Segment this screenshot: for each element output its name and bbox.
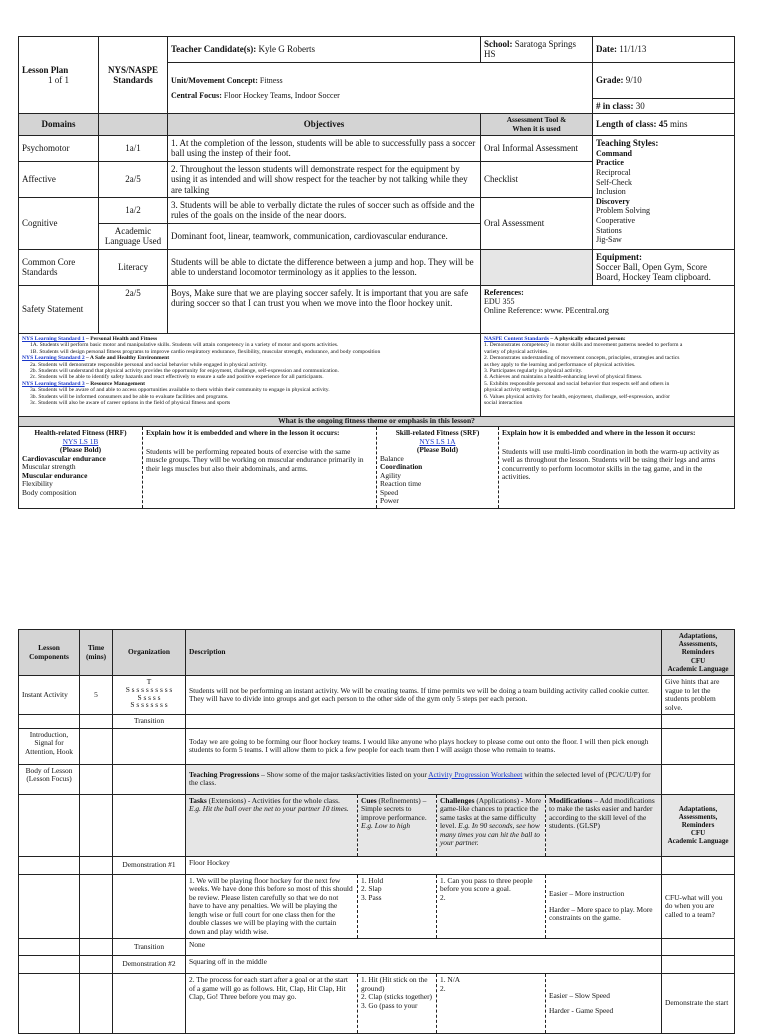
task-2-cues: 1. Hit (Hit stick on the ground) 2. Clap (sticks together) 3. Go (pass to your bbox=[358, 974, 437, 1034]
standard-affective: 2a/5 bbox=[99, 162, 168, 198]
standards-header: NYS/NASPE Standards bbox=[99, 37, 168, 114]
demo-1-title: Floor Hockey bbox=[186, 856, 662, 874]
equipment-cell: Equipment: Soccer Ball, Open Gym, Score Board, Hockey Team clipboard. bbox=[593, 249, 735, 285]
adaptations-subheader: Adaptations, Assessments, Reminders CFU Academic Language bbox=[662, 794, 735, 856]
focus-label: Central Focus bbox=[171, 90, 220, 100]
naspe-standards-link[interactable]: NASPE Content Standards bbox=[484, 335, 549, 342]
task-1-adapt: CFU-what will you do when you are called to a team? bbox=[662, 874, 735, 939]
hrf-muscular-endurance: Muscular endurance bbox=[22, 470, 88, 480]
domain-safety: Safety Statement bbox=[19, 285, 99, 333]
teacher-value: Kyle G Roberts bbox=[258, 44, 316, 55]
school-cell: School: Saratoga Springs HS bbox=[481, 37, 593, 63]
assessment-affective: Checklist bbox=[481, 162, 593, 198]
style-self-check: Self-Check bbox=[596, 177, 632, 187]
demonstration-2: Demonstration #2 bbox=[113, 956, 186, 974]
school-value: Saratoga Springs HS bbox=[484, 39, 577, 60]
col-components: Lesson Components bbox=[19, 630, 80, 676]
nys-standard-3-link[interactable]: NYS Learning Standard 3 bbox=[22, 380, 85, 387]
srf-explain-label: Explain how it is embedded and where in the lesson it occurs: bbox=[502, 428, 696, 437]
school-label: School bbox=[484, 39, 510, 49]
teaching-styles-cell bbox=[593, 136, 735, 250]
nys-2b: 2b. Students will understand that physical activity provides the opportunity for enjoyment, challenge, self-expression and communication. bbox=[30, 367, 339, 374]
nys-standard-1-link[interactable]: NYS Learning Standard 1 bbox=[22, 335, 85, 342]
style-reciprocal: Reciprocal bbox=[596, 168, 631, 178]
lesson-components-table bbox=[18, 629, 734, 1034]
teaching-styles-title: Teaching Styles: bbox=[596, 138, 659, 149]
references-label: References bbox=[484, 287, 522, 297]
task-2-desc: 2. The process for each start after a goal or at the start of a game will go as follows. Hit, Clap, Hit Clap, Hit Clap, Go! Three before you may go. bbox=[186, 974, 358, 1034]
srf-link[interactable]: NYS LS 1A bbox=[419, 436, 456, 446]
demonstration-1: Demonstration #1 bbox=[113, 856, 186, 874]
srf-agility: Agility bbox=[380, 470, 401, 480]
teacher-cell: Teacher Candidate(s): Kyle G Roberts bbox=[168, 37, 481, 63]
srf-power: Power bbox=[380, 496, 399, 506]
col-organization: Organization bbox=[113, 630, 186, 676]
instant-activity-adapt: Give hints that are vague to let the students problem solve. bbox=[662, 676, 735, 715]
srf-reaction-time: Reaction time bbox=[380, 479, 422, 489]
style-cooperative: Cooperative bbox=[596, 216, 636, 226]
modifications-header: Modifications – Add modifications to make the tasks easier and harder according to the skill level of the students. (GLSP) bbox=[546, 794, 662, 856]
task-1-challenges: 1. Can you pass to three people before you score a goal. 2. bbox=[437, 874, 546, 939]
equipment-label: Equipment bbox=[596, 251, 640, 262]
srf-explain-text: Students will use multi-limb coordination in both the warm-up activity as well as throughout the lesson. Students will be using their legs and arms concurrently to perform locomotor skills in the tag game, and in the activities. bbox=[502, 446, 720, 482]
hrf-title: Health-related Fitness (HRF) bbox=[34, 428, 127, 437]
lesson-plan-header bbox=[18, 36, 734, 424]
nys-2a: 2a. Students will demonstrate responsible personal and social behavior while engaged in physical activity. bbox=[30, 361, 268, 368]
grade-cell: Grade: 9/10 bbox=[593, 62, 735, 98]
nys-1a: 1A. Students will perform basic motor and manipulative skills. Students will attain competency in a variety of motor and sports activities. bbox=[30, 342, 339, 349]
date-label: Date: bbox=[596, 44, 617, 55]
fitness-theme-question: What is the ongoing fitness theme or emphasis in this lesson? bbox=[19, 417, 735, 427]
activity-progression-link[interactable]: Activity Progression Worksheet bbox=[428, 769, 523, 779]
srf-balance: Balance bbox=[380, 453, 404, 463]
hrf-explain-text: Students will be performing repeated bouts of exercise with the same muscle groups. They will be working on muscular endurance primarily in their legs muscles but also their abdominals, and arms. bbox=[146, 446, 364, 473]
style-stations: Stations bbox=[596, 225, 622, 235]
instant-activity-org: T S s s s s s s s s s S s s s s S s s s s s s s bbox=[113, 676, 186, 715]
objective-psychomotor: 1. At the completion of the lesson, students will be able to successfully pass a soccer ball using the instep of their foot. bbox=[168, 136, 481, 162]
unit-value: Fitness bbox=[259, 75, 283, 85]
style-problem-solving: Problem Solving bbox=[596, 206, 651, 216]
lesson-plan-title-cell bbox=[19, 37, 99, 114]
domain-cognitive: Cognitive bbox=[19, 198, 99, 250]
srf-title: Skill-related Fitness (SRF) bbox=[395, 428, 480, 437]
domain-psychomotor: Psychomotor bbox=[19, 136, 99, 162]
references-cell: References: EDU 355 Online Reference: www. PEcentral.org bbox=[481, 285, 735, 333]
domain-common-core: Common Core Standards bbox=[19, 249, 99, 285]
style-inclusion: Inclusion bbox=[596, 187, 626, 197]
transition-2: Transition bbox=[113, 939, 186, 956]
domain-affective: Affective bbox=[19, 162, 99, 198]
col-description: Description bbox=[186, 630, 662, 676]
srf-cell bbox=[377, 427, 499, 509]
body-label: Body of Lesson (Lesson Focus) bbox=[19, 764, 80, 794]
task-1-desc: 1. We will be playing floor hockey for the next few weeks. We have done this before so most of this should be review. Please listen carefully so that we do not have to have any penalties. We will be playing the length wise or full court for one class then for the double classes we will be playing with the curtain down and play width wise. bbox=[186, 874, 358, 939]
intro-label: Introduction, Signal for Attention, Hook bbox=[19, 728, 80, 764]
task-2-adapt: Demonstrate the start bbox=[662, 974, 735, 1034]
task-2-modifications: Easier – Slow Speed Harder - Game Speed bbox=[546, 974, 662, 1034]
academic-language-value: Dominant foot, linear, teamwork, communication, cardiovascular endurance. bbox=[168, 224, 481, 250]
transition-1: Transition bbox=[113, 715, 186, 729]
nys-3a: 3a. Students will be aware of and able to access opportunities available to them within their community to engage in physical activity. bbox=[30, 387, 330, 394]
standard-common-core: Literacy bbox=[99, 249, 168, 285]
hrf-flexibility: Flexibility bbox=[22, 479, 53, 489]
srf-speed: Speed bbox=[380, 487, 399, 497]
standard-psychomotor: 1a/1 bbox=[99, 136, 168, 162]
lesson-plan-page: 1 of 1 bbox=[48, 75, 69, 86]
col-time: Time (mins) bbox=[80, 630, 113, 676]
srf-coordination: Coordination bbox=[380, 462, 423, 472]
grade-label: Grade bbox=[596, 75, 621, 86]
objective-safety: Boys, Make sure that we are playing soccer safely. It is important that you are safe during soccer so that I can trust you when we move into the floor hockey unit. bbox=[168, 285, 481, 333]
fitness-theme-table bbox=[18, 416, 734, 509]
equipment-value: Soccer Ball, Open Gym, Score Board, Hockey Team clipboard. bbox=[596, 262, 711, 283]
naspe-standards-cell: NASPE Content Standards – A physically educated person: 1. Demonstrates competency in motor skills and movement patterns needed to perform a variety of physical activities. 2. Demonstrates understanding of movement concepts, principles, strategies and tactics as they apply to the learning and performance of physical activities. 3. Participates regularly in physical activity. 4. Achieves and maintains a health-enhancing level of physical fitness. 5. Exhibits responsible personal and social behavior that respects self and others in physical activity settings. 6. Values physical activity for health, enjoyment, challenge, self-expression, and/or social interaction bbox=[481, 333, 735, 423]
teacher-label: Teacher Candidate(s) bbox=[171, 44, 254, 55]
nys-1b: 1B. Students will design personal fitness programs to improve cardio respiratory endurance, flexibility, muscular strength, endurance, and body composition bbox=[30, 348, 381, 355]
hrf-link[interactable]: NYS LS 1B bbox=[62, 436, 99, 446]
style-practice: Practice bbox=[596, 158, 624, 168]
references-line1: EDU 355 bbox=[484, 297, 515, 306]
standard-safety: 2a/5 bbox=[99, 285, 168, 333]
nys-3b: 3b. Students will be informed consumers and be able to evaluate facilities and programs. bbox=[30, 393, 229, 400]
inclass-label: # in class: bbox=[596, 100, 634, 111]
style-discovery: Discovery bbox=[596, 196, 630, 206]
task-1-modifications: Easier – More instruction Harder – More space to play. More constraints on the game. bbox=[546, 874, 662, 939]
instant-activity-label: Instant Activity bbox=[19, 676, 80, 715]
inclass-value: 30 bbox=[635, 100, 645, 111]
instant-activity-time: 5 bbox=[80, 676, 113, 715]
focus-value: Floor Hockey Teams, Indoor Soccer bbox=[223, 90, 340, 100]
objective-affective: 2. Throughout the lesson students will demonstrate respect for the equipment by using it as intended and will show respect for the teacher by not talking while they are talking bbox=[168, 162, 481, 198]
tasks-header: Tasks (Extensions) - Activities for the whole class. E.g. Hit the ball over the net to your partner 10 times. bbox=[186, 794, 358, 856]
standard-cognitive: 1a/2 bbox=[99, 198, 168, 224]
intro-desc: Today we are going to be forming our floor hockey teams. I would like anyone who plays hockey to please come out onto the floor. I will then pick enough students to form 5 teams. I will allow them to pick a few people for each team then I will assign those who remain to teams. bbox=[186, 728, 662, 764]
hrf-body-composition: Body composition bbox=[22, 487, 77, 497]
assessment-header: Assessment Tool & When it is used bbox=[481, 114, 593, 136]
teaching-progressions: Teaching Progressions – Show some of the major tasks/activities listed on your Activity Progression Worksheet within the selected level of (PC/C/U/P) for the class. bbox=[186, 764, 662, 794]
academic-language-label: Academic Language Used bbox=[99, 224, 168, 250]
lesson-plan-title: Lesson Plan bbox=[22, 64, 69, 75]
hrf-cardiovascular: Cardiovascular endurance bbox=[22, 453, 106, 463]
length-unit: mins bbox=[670, 119, 688, 130]
grade-value: 9/10 bbox=[625, 75, 642, 86]
col-adaptations: Adaptations, Assessments, Reminders CFU Academic Language bbox=[662, 630, 735, 676]
unit-label: Unit/Movement Concept bbox=[171, 75, 256, 85]
nys-standard-2-link[interactable]: NYS Learning Standard 2 bbox=[22, 355, 85, 362]
instant-activity-desc: Students will not be performing an instant activity. We will be creating teams. If time permits we will be doing a team building activity called cookie cutter. They will have to divide into groups and get each person to the other side of the gym only 5 steps per each person. bbox=[186, 676, 662, 715]
assessment-cognitive: Oral Assessment bbox=[481, 198, 593, 250]
srf-note: (Please Bold) bbox=[416, 445, 459, 455]
task-1-cues: 1. Hold 2. Slap 3. Pass bbox=[358, 874, 437, 939]
unit-focus-cell: Unit/Movement Concept: Fitness Central Focus: Floor Hockey Teams, Indoor Soccer bbox=[168, 62, 593, 113]
domains-header: Domains bbox=[19, 114, 99, 136]
style-command: Command bbox=[596, 148, 633, 158]
objectives-header: Objectives bbox=[168, 114, 481, 136]
hrf-muscular-strength: Muscular strength bbox=[22, 462, 76, 472]
hrf-cell bbox=[19, 427, 143, 509]
references-line2: Online Reference: www. PEcentral.org bbox=[484, 306, 609, 316]
nys-standards-cell: NYS Learning Standard 1 – Personal Health and Fitness 1A. Students will perform basic motor and manipulative skills. Students will attain competency in a variety of motor and sports activities. 1B. Students will design personal fitness programs to improve cardio respiratory endurance, flexibility, muscular strength, endurance, and body composition NYS Learning Standard 2 – A Safe and Healthy Environment 2a. Students will demonstrate responsible personal and social behavior while engaged in physical activity. 2b. Students will understand that physical activity provides the opportunity for enjoyment, challenge, self-expression and communication. 2c. Students will be able to identify safety hazards and react effectively to ensure a safe and positive experience for all participants. NYS Learning Standard 3 – Resource Management 3a. Students will be aware of and able to access opportunities available to them within their community to engage in physical activity. 3b. Students will be informed consumers and be able to evaluate facilities and programs. 3c. Students will also be aware of career options in the field of physical fitness and sports bbox=[19, 333, 481, 423]
srf-explain-cell bbox=[499, 427, 735, 509]
nys-3c: 3c. Students will also be aware of career options in the field of physical fitness and sports bbox=[30, 400, 231, 407]
length-cell bbox=[593, 114, 735, 136]
hrf-note: (Please Bold) bbox=[59, 445, 102, 455]
length-label: Length of class: bbox=[596, 119, 657, 130]
hrf-explain-label: Explain how it is embedded and where in the lesson it occurs: bbox=[146, 428, 340, 437]
demo-2-title: Squaring off in the middle bbox=[186, 956, 662, 974]
task-2-challenges: 1. N/A 2. bbox=[437, 974, 546, 1034]
objective-common-core: Students will be able to dictate the difference between a jump and hop. They will be able to understand locomotor terminology as it applies to the lesson. bbox=[168, 249, 481, 285]
nys-2c: 2c. Students will be able to identify safety hazards and react effectively to ensure a safe and positive experience for all participants. bbox=[30, 374, 324, 381]
transition-2-desc: None bbox=[186, 939, 662, 956]
assessment-psychomotor: Oral Informal Assessment bbox=[481, 136, 593, 162]
length-value: 45 bbox=[658, 119, 668, 130]
style-jig-saw: Jig-Saw bbox=[596, 235, 622, 245]
date-cell bbox=[593, 37, 735, 63]
hrf-explain-cell bbox=[143, 427, 377, 509]
date-value: 11/1/13 bbox=[619, 44, 647, 55]
challenges-header: Challenges (Applications) - More game-like chances to practice the same tasks at the same difficulty level. E.g. In 90 seconds, see how many times you can hit the ball to your partner. bbox=[437, 794, 546, 856]
objective-cognitive: 3. Students will be able to verbally dictate the rules of soccer such as offside and the rules of the goals on the inside of the near doors. bbox=[168, 198, 481, 224]
cues-header: Cues (Refinements) – Simple secrets to improve performance. E.g. Low to high bbox=[358, 794, 437, 856]
inclass-cell bbox=[593, 98, 735, 113]
